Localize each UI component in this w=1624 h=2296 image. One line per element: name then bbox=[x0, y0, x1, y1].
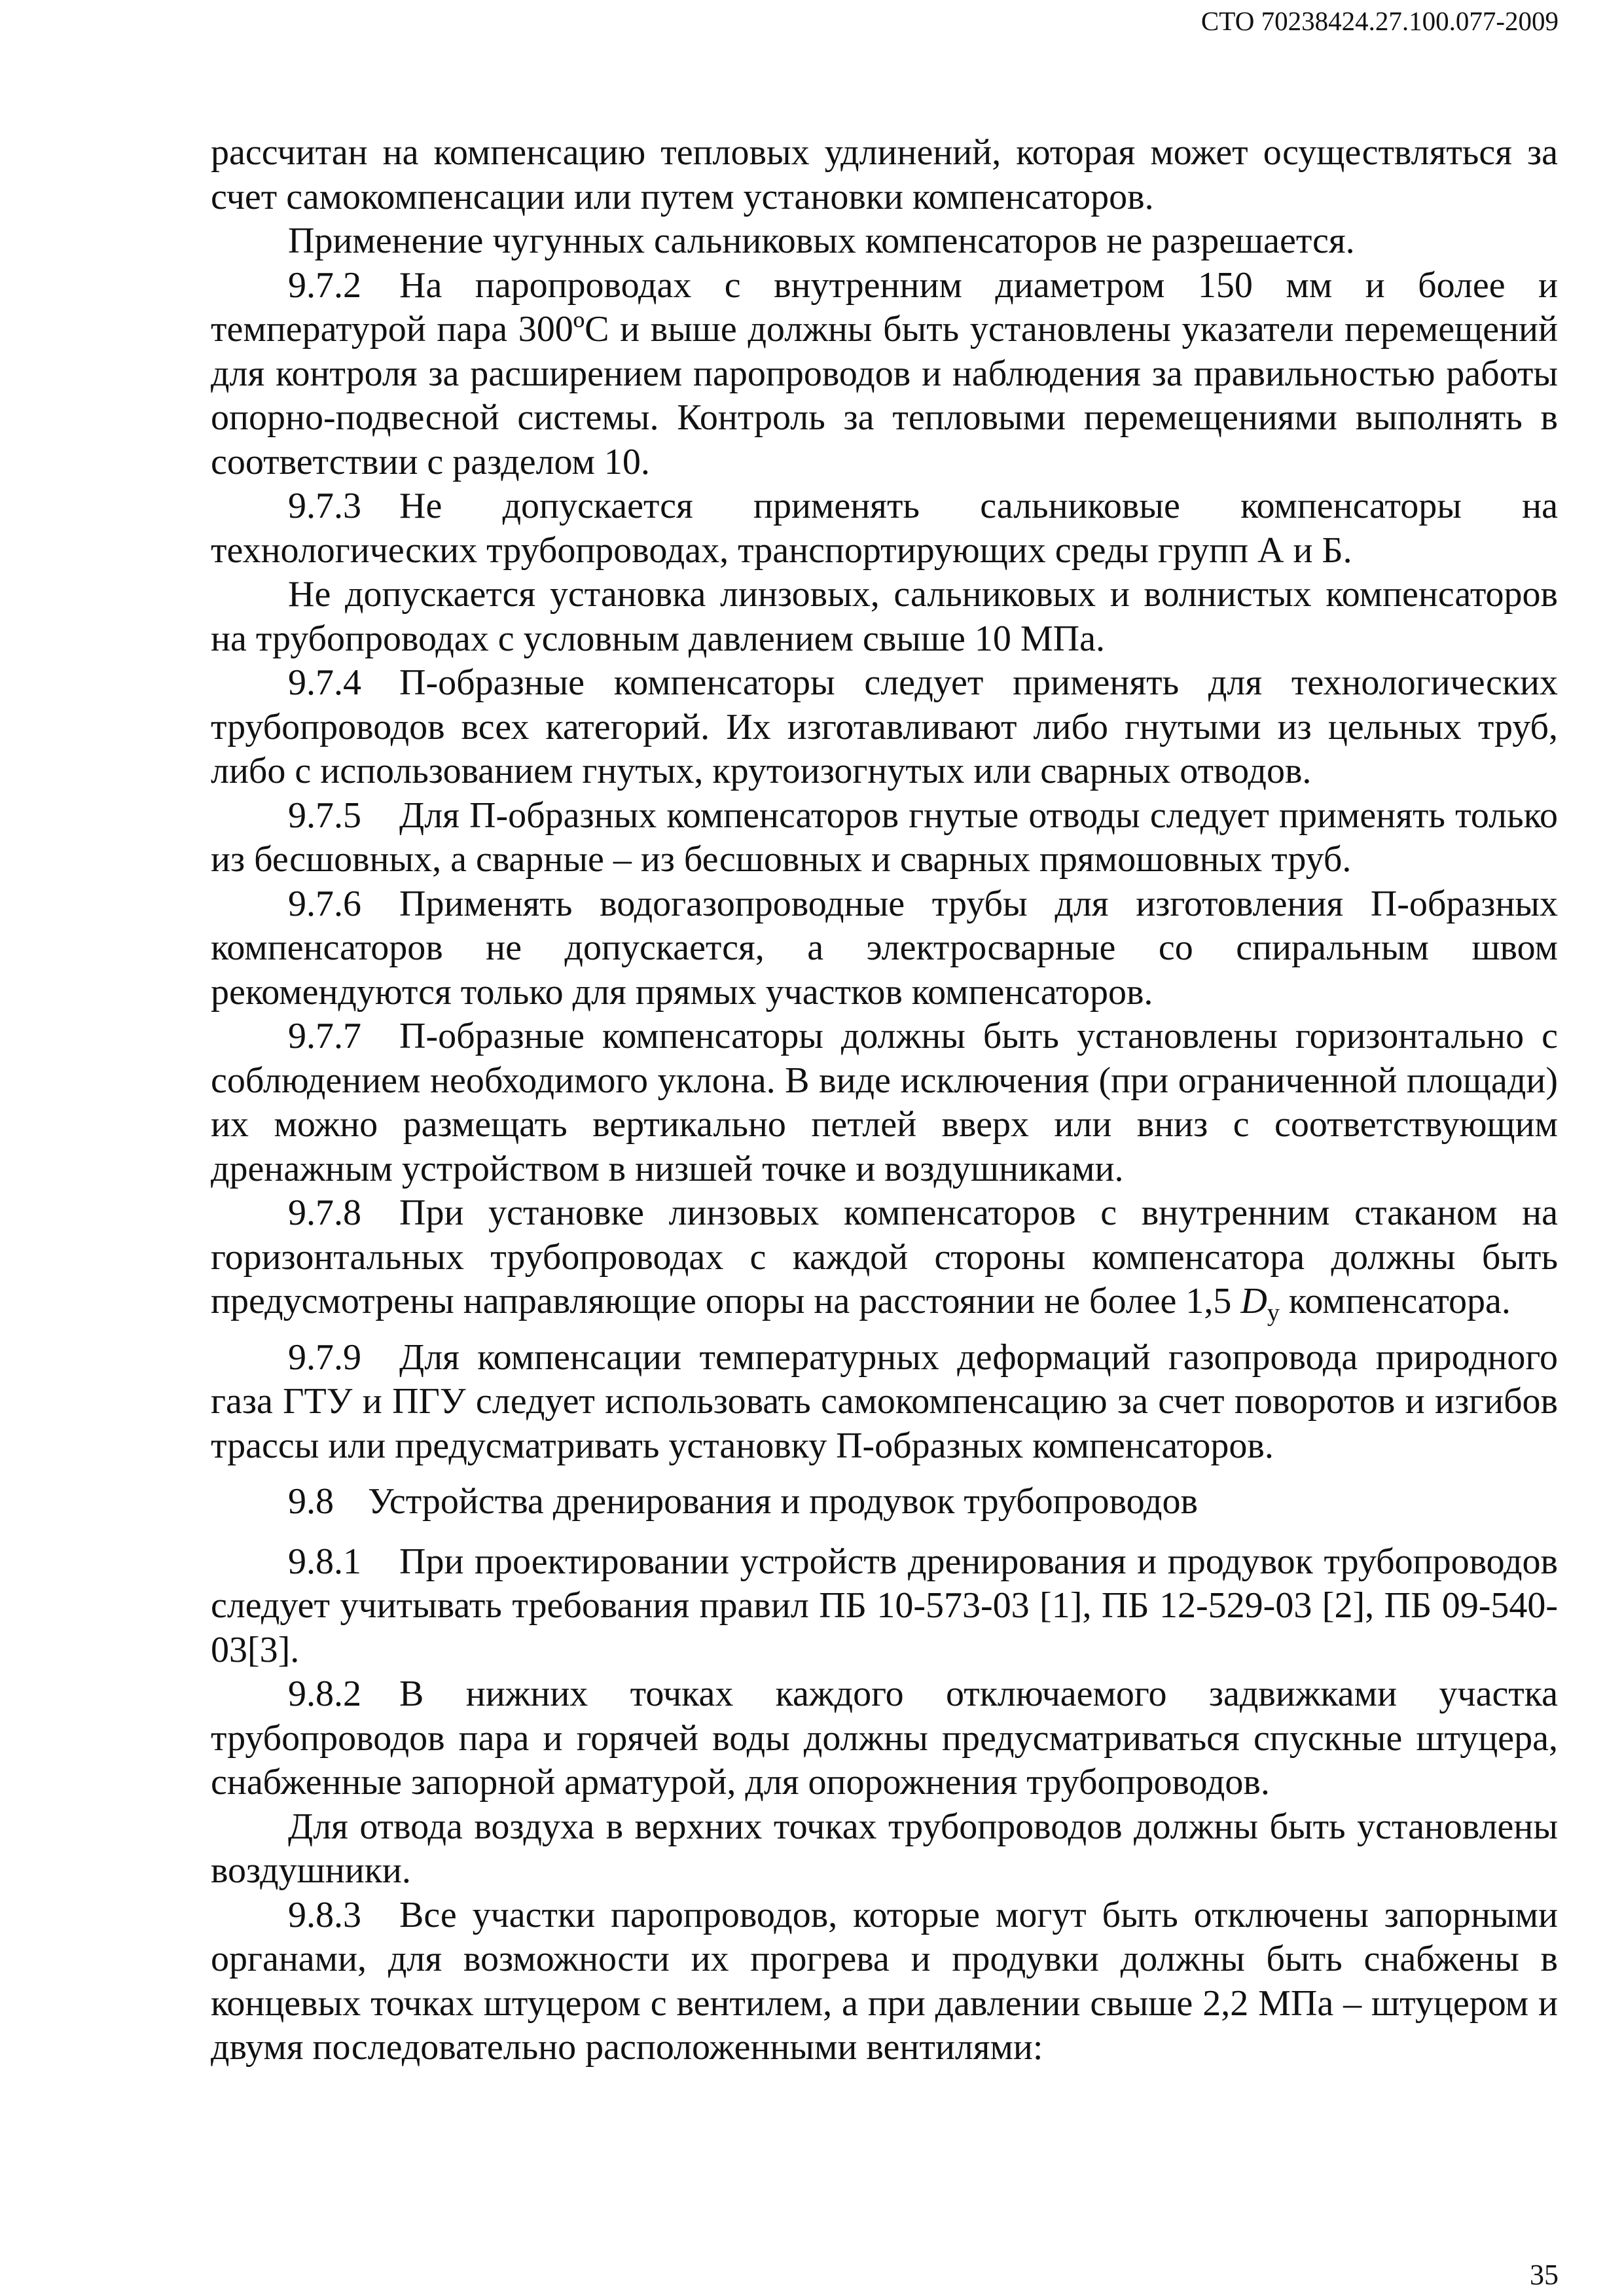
paragraph-text: Применять водогазопроводные трубы для изготовления П-образных компенсаторов не допускается, а электросварные со спиральным швом рекомендуются только для прямых участков компенсаторов. bbox=[211, 883, 1558, 1013]
paragraph-9-7-2 bbox=[211, 264, 1558, 485]
section-number: 9.8 bbox=[288, 1481, 334, 1522]
document-body bbox=[211, 131, 1558, 2070]
paragraph-text: Все участки паропроводов, которые могут быть отключены запорными органами, для возможности их прогрева и продувки должны быть снабжены в концевых точках штуцером с вентилем, а при давлении свыше 2,2 МПа – штуцером и двумя последовательно расположенными вентилями: bbox=[211, 1894, 1558, 2068]
clause-number: 9.7.2 bbox=[288, 264, 361, 306]
clause-number: 9.7.7 bbox=[288, 1016, 361, 1056]
paragraph bbox=[211, 573, 1558, 661]
paragraph-text: Применение чугунных сальниковых компенсаторов не разрешается. bbox=[288, 221, 1355, 261]
paragraph bbox=[211, 1805, 1558, 1893]
paragraph-text: П-образные компенсаторы следует применять для технологических трубопроводов всех категорий. Их изготавливают либо гнутыми из цельных труб, либо с использованием гнутых, крутоизогнутых или сварных отводов. bbox=[211, 662, 1558, 791]
clause-number: 9.8.2 bbox=[288, 1674, 361, 1714]
paragraph-text: Для отвода воздуха в верхних точках трубопроводов должны быть установлены воздушники. bbox=[211, 1806, 1558, 1891]
clause-number: 9.7.4 bbox=[288, 662, 361, 703]
paragraph-text: При установке линзовых компенсаторов с внутренним стаканом на горизонтальных трубопроводах с каждой стороны компенсатора должны быть предусмотрены направляющие опоры на расстоянии не более 1,5 bbox=[211, 1193, 1558, 1321]
paragraph-9-8-3 bbox=[211, 1893, 1558, 2070]
paragraph-9-7-8 bbox=[211, 1191, 1558, 1336]
paragraph-text: рассчитан на компенсацию тепловых удлинений, которая может осуществляться за счет самокомпенсации или путем установки компенсаторов. bbox=[211, 132, 1558, 217]
nominal-diameter-subscript: у bbox=[1267, 1299, 1280, 1327]
paragraph-9-7-4 bbox=[211, 661, 1558, 794]
clause-number: 9.7.3 bbox=[288, 486, 361, 526]
paragraph-text: Не допускается установка линзовых, сальниковых и волнистых компенсаторов на трубопроводах с условным давлением свыше 10 МПа. bbox=[211, 574, 1558, 659]
clause-number: 9.8.1 bbox=[288, 1541, 361, 1582]
clause-number: 9.8.3 bbox=[288, 1894, 361, 1935]
paragraph bbox=[211, 131, 1558, 219]
clause-number: 9.7.9 bbox=[288, 1336, 361, 1378]
paragraph-text: П-образные компенсаторы должны быть установлены горизонтально с соблюдением необходимого уклона. В виде исключения (при ограниченной площади) их можно размещать вертикально петлей вверх или вниз с соответствующим дренажным устройством в низшей точке и воздушниками. bbox=[211, 1016, 1558, 1189]
paragraph-9-7-9 bbox=[211, 1336, 1558, 1469]
paragraph-text: Для компенсации температурных деформаций газопровода природного газа ГТУ и ПГУ следует использовать самокомпенсацию за счет поворотов и изгибов трассы или предусматривать установку П-образных компенсаторов. bbox=[211, 1336, 1558, 1466]
paragraph-9-7-6 bbox=[211, 882, 1558, 1015]
paragraph-9-8-2 bbox=[211, 1672, 1558, 1805]
document-code-header: СТО 70238424.27.100.077-2009 bbox=[1200, 6, 1559, 36]
paragraph-9-8-1 bbox=[211, 1540, 1558, 1673]
paragraph-9-7-7 bbox=[211, 1014, 1558, 1191]
clause-number: 9.7.6 bbox=[288, 883, 361, 924]
clause-number: 9.7.8 bbox=[288, 1193, 361, 1233]
paragraph-text: При проектировании устройств дренирования и продувок трубопроводов следует учитывать требования правил ПБ 10-573-03 [1], ПБ 12-529-03 [2], ПБ 09-540-03[3]. bbox=[211, 1541, 1558, 1670]
section-title: Устройства дренирования и продувок трубопроводов bbox=[368, 1481, 1198, 1522]
paragraph-text-end: компенсатора. bbox=[1279, 1281, 1511, 1321]
nominal-diameter-symbol: D bbox=[1240, 1281, 1267, 1321]
page-number: 35 bbox=[1530, 2259, 1559, 2291]
paragraph-9-7-3 bbox=[211, 484, 1558, 573]
paragraph bbox=[211, 219, 1558, 264]
paragraph-text: На паропроводах с внутренним диаметром 150 мм и более и температурой пара 300ºС и выше должны быть установлены указатели перемещений для контроля за расширением паропроводов и наблюдения за правильностью работы опорно-подвесной системы. Контроль за тепловыми перемещениями выполнять в соответствии с разделом 10. bbox=[211, 264, 1558, 482]
paragraph-text: В нижних точках каждого отключаемого задвижками участка трубопроводов пара и горячей воды должны предусматриваться спускные штуцера, снабженные запорной арматурой, для опорожнения трубопроводов. bbox=[211, 1674, 1558, 1803]
paragraph-text: Для П-образных компенсаторов гнутые отводы следует применять только из бесшовных, а сварные – из бесшовных и сварных прямошовных труб. bbox=[211, 795, 1558, 880]
section-heading-9-8 bbox=[211, 1468, 1558, 1540]
paragraph-9-7-5 bbox=[211, 794, 1558, 882]
paragraph-text: Не допускается применять сальниковые компенсаторы на технологических трубопроводах, транспортирующих среды групп А и Б. bbox=[211, 486, 1558, 571]
clause-number: 9.7.5 bbox=[288, 795, 361, 836]
